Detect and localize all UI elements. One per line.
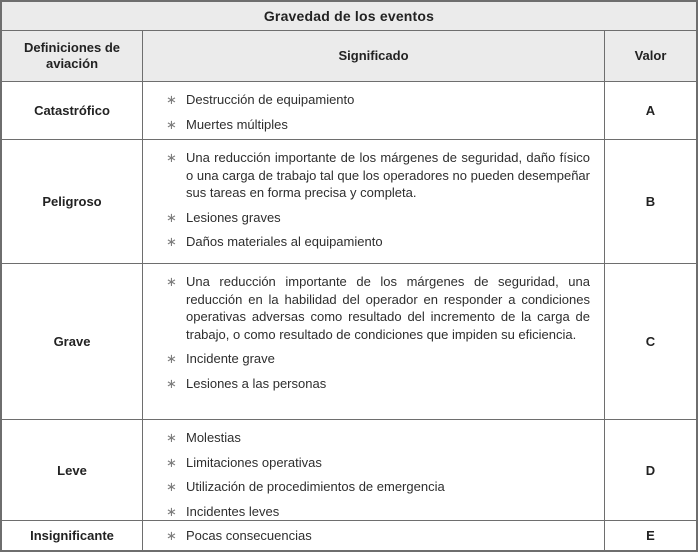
asterisk-bullet-icon: ∗ bbox=[166, 150, 177, 165]
asterisk-bullet-icon: ∗ bbox=[166, 92, 177, 107]
asterisk-bullet-icon: ∗ bbox=[166, 454, 177, 470]
asterisk-bullet-icon: ∗ bbox=[166, 479, 177, 494]
row-label: Grave bbox=[2, 264, 143, 420]
item-text: Una reducción importante de los márgenes de seguridad, una reducción en la habilidad del operador en responder a condiciones operativas adversas como resultado del incremento de la carga de trabajo, o como resultado de condiciones que impiden su eficiencia. bbox=[186, 274, 590, 342]
list-item bbox=[166, 273, 590, 343]
list-item bbox=[166, 375, 590, 393]
row-label: Leve bbox=[2, 420, 143, 521]
list-item bbox=[166, 527, 590, 545]
asterisk-bullet-icon: ∗ bbox=[166, 430, 177, 445]
item-text: Lesiones a las personas bbox=[186, 375, 327, 391]
item-text: Daños materiales al equipamiento bbox=[186, 234, 383, 249]
item-text: Una reducción importante de los márgenes de seguridad, daño físico o una carga de trabajo tal que los operadores no pueden desempeñar sus tareas en forma precisa y completa. bbox=[186, 150, 590, 200]
row-label: Catastrófico bbox=[2, 82, 143, 140]
item-text: Incidentes leves bbox=[186, 503, 280, 519]
list-item bbox=[166, 350, 590, 368]
list-item bbox=[166, 149, 590, 202]
row-items bbox=[143, 420, 605, 521]
item-text: Incidente grave bbox=[186, 351, 275, 366]
list-item bbox=[166, 429, 590, 447]
column-header-significado: Significado bbox=[143, 31, 605, 82]
row-valor: B bbox=[605, 140, 696, 264]
asterisk-bullet-icon: ∗ bbox=[166, 274, 177, 289]
asterisk-bullet-icon: ∗ bbox=[166, 234, 177, 249]
list-item bbox=[166, 478, 590, 496]
list-item bbox=[166, 503, 590, 521]
list-item bbox=[166, 209, 590, 227]
asterisk-bullet-icon: ∗ bbox=[166, 375, 177, 391]
row-items bbox=[143, 82, 605, 140]
row-items bbox=[143, 521, 605, 550]
asterisk-bullet-icon: ∗ bbox=[166, 527, 177, 543]
row-items bbox=[143, 264, 605, 420]
item-text: Molestias bbox=[186, 430, 241, 445]
list-item bbox=[166, 91, 590, 109]
item-text: Pocas consecuencias bbox=[186, 527, 312, 543]
row-valor: E bbox=[646, 528, 655, 543]
asterisk-bullet-icon: ∗ bbox=[166, 351, 177, 366]
item-text: Lesiones graves bbox=[186, 209, 281, 225]
list-item bbox=[166, 116, 590, 134]
item-text: Destrucción de equipamiento bbox=[186, 92, 355, 107]
asterisk-bullet-icon: ∗ bbox=[166, 116, 177, 132]
item-text: Utilización de procedimientos de emergencia bbox=[186, 479, 445, 494]
asterisk-bullet-icon: ∗ bbox=[166, 209, 177, 225]
list-item bbox=[166, 454, 590, 472]
column-header-valor: Valor bbox=[605, 31, 696, 82]
item-text: Muertes múltiples bbox=[186, 116, 288, 132]
row-valor: C bbox=[605, 264, 696, 420]
row-valor: D bbox=[605, 420, 696, 521]
column-header-definitions: Definiciones de aviación bbox=[2, 31, 143, 82]
item-text: Limitaciones operativas bbox=[186, 454, 322, 470]
row-label: Insignificante bbox=[2, 521, 143, 550]
row-items bbox=[143, 140, 605, 264]
asterisk-bullet-icon: ∗ bbox=[166, 503, 177, 519]
list-item bbox=[166, 233, 590, 251]
row-label: Peligroso bbox=[2, 140, 143, 264]
table-title: Gravedad de los eventos bbox=[2, 2, 696, 31]
row-valor: A bbox=[605, 82, 696, 140]
